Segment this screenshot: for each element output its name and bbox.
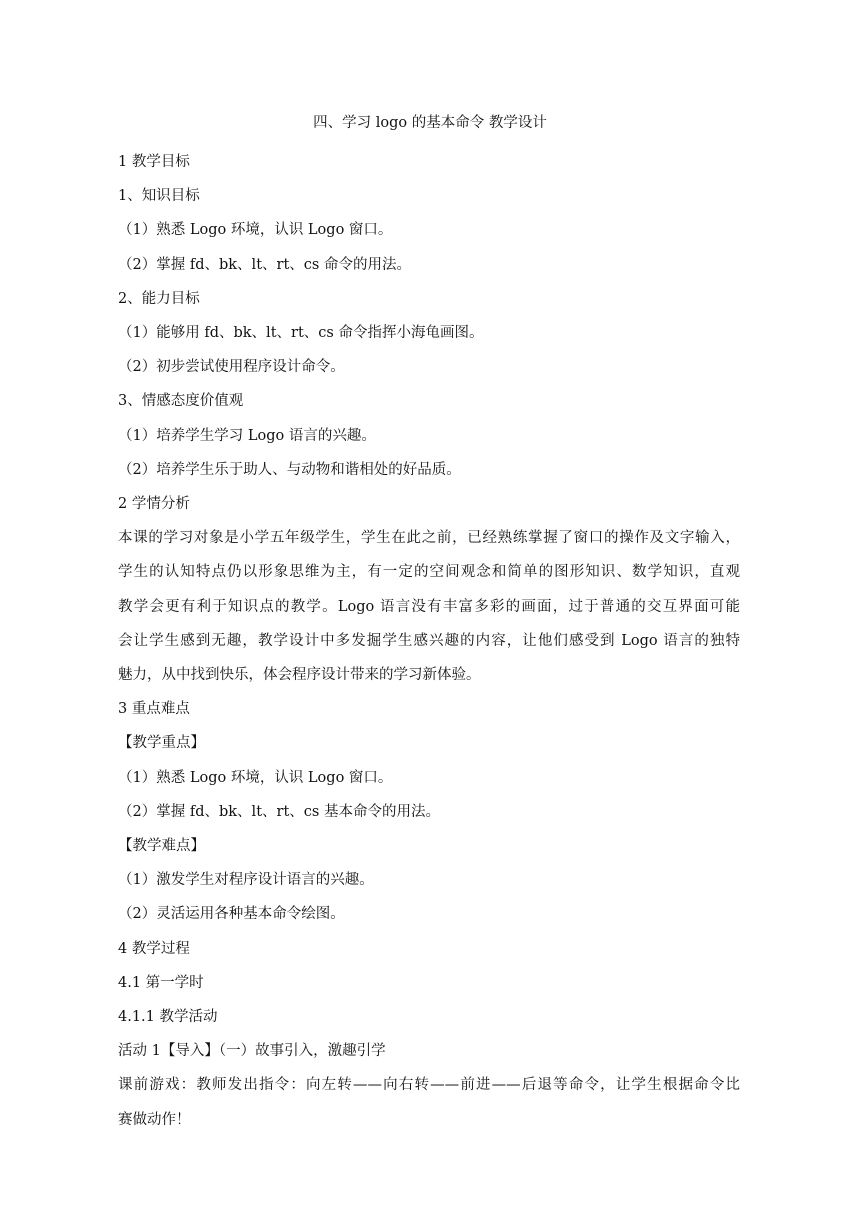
warmup-game-line-2: 赛做动作！ bbox=[118, 1111, 191, 1128]
analysis-line-5: 魅力，从中找到快乐，体会程序设计带来的学习新体验。 bbox=[118, 667, 481, 684]
subheading-teaching-activities: 4.1.1 教学活动 bbox=[118, 1009, 218, 1026]
knowledge-goal-1: （1）熟悉 Logo 环境，认识 Logo 窗口。 bbox=[118, 222, 393, 239]
subheading-knowledge-goals: 1、知识目标 bbox=[118, 188, 200, 205]
subheading-ability-goals: 2、能力目标 bbox=[118, 290, 200, 307]
difficulty-2: （2）灵活运用各种基本命令绘图。 bbox=[118, 906, 345, 923]
ability-goal-2: （2）初步尝试使用程序设计命令。 bbox=[118, 359, 345, 376]
analysis-line-3: 教学会更有利于知识点的教学。Logo 语言没有丰富多彩的画面，过于普通的交互界面可能 bbox=[118, 598, 740, 615]
ability-goal-1: （1）能够用 fd、bk、lt、rt、cs 命令指挥小海龟画图。 bbox=[118, 325, 484, 342]
knowledge-goal-2: （2）掌握 fd、bk、lt、rt、cs 命令的用法。 bbox=[118, 256, 411, 273]
subheading-teaching-difficulties: 【教学难点】 bbox=[118, 838, 205, 855]
activity-1-heading: 活动 1【导入】（一）故事引入，激趣引学 bbox=[118, 1043, 386, 1060]
document-body bbox=[118, 145, 740, 1137]
key-point-2: （2）掌握 fd、bk、lt、rt、cs 基本命令的用法。 bbox=[118, 803, 440, 820]
analysis-line-2: 学生的认知特点仍以形象思维为主，有一定的空间观念和简单的图形知识、数学知识，直观 bbox=[118, 564, 740, 581]
document-title: 四、学习 logo 的基本命令 教学设计 bbox=[313, 115, 547, 131]
subheading-first-lesson: 4.1 第一学时 bbox=[118, 974, 204, 991]
section-heading-teaching-goals: 1 教学目标 bbox=[118, 154, 190, 170]
key-point-1: （1）熟悉 Logo 环境，认识 Logo 窗口。 bbox=[118, 769, 393, 786]
section-heading-key-difficulties: 3 重点难点 bbox=[118, 701, 190, 718]
subheading-emotion-values: 3、情感态度价值观 bbox=[118, 393, 244, 410]
warmup-game-line-1: 课前游戏：教师发出指令：向左转——向右转——前进——后退等命令，让学生根据命令比 bbox=[118, 1077, 740, 1094]
emotion-goal-1: （1）培养学生学习 Logo 语言的兴趣。 bbox=[118, 427, 376, 444]
section-heading-student-analysis: 2 学情分析 bbox=[118, 496, 190, 513]
subheading-teaching-key-points: 【教学重点】 bbox=[118, 735, 205, 752]
analysis-line-1: 本课的学习对象是小学五年级学生，学生在此之前，已经熟练掌握了窗口的操作及文字输入， bbox=[118, 530, 740, 547]
section-heading-teaching-process: 4 教学过程 bbox=[118, 940, 190, 957]
analysis-line-4: 会让学生感到无趣，教学设计中多发掘学生感兴趣的内容，让他们感受到 Logo 语言的独特 bbox=[118, 632, 740, 649]
emotion-goal-2: （2）培养学生乐于助人、与动物和谐相处的好品质。 bbox=[118, 461, 461, 478]
difficulty-1: （1）激发学生对程序设计语言的兴趣。 bbox=[118, 872, 374, 889]
